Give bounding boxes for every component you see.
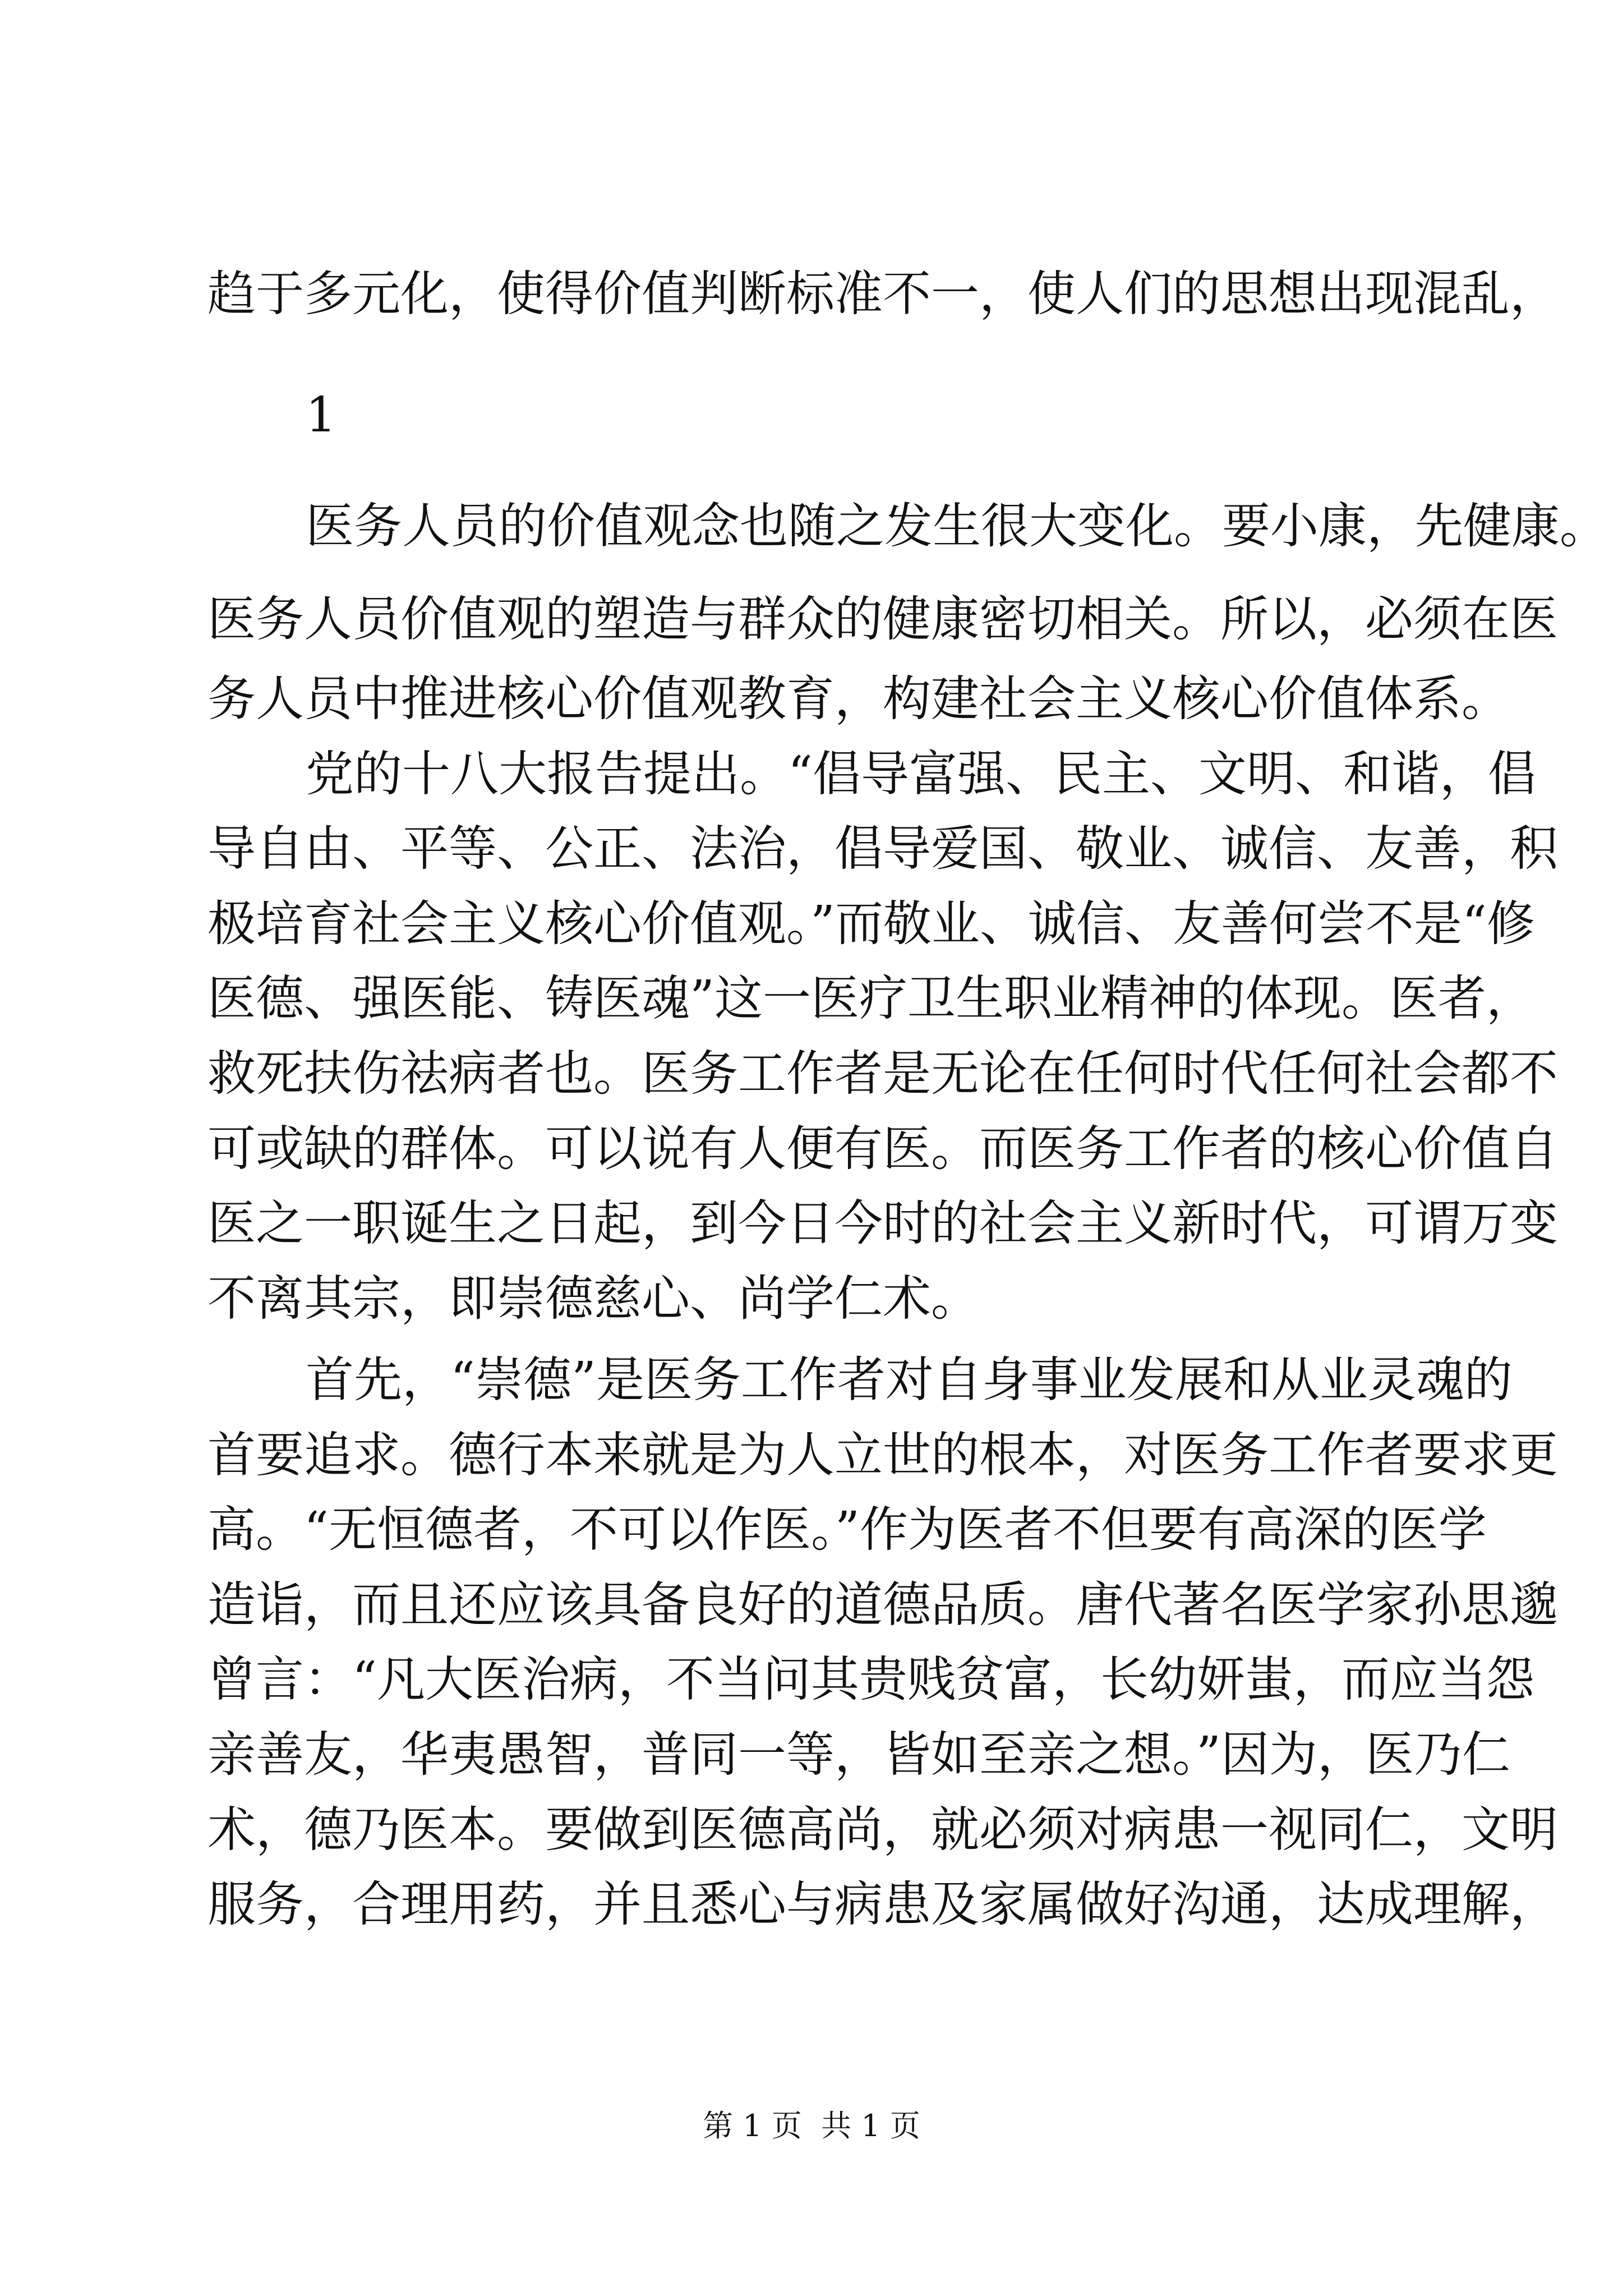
text-line: 造诣，而且还应该具备良好的道德品质。唐代著名医学家孙思邈: [208, 1577, 1558, 1633]
text-line: 不离其宗，即崇德慈心、尚学仁术。: [208, 1271, 979, 1327]
text-line: 趋于多元化，使得价值判断标准不一，使人们的思想出现混乱，: [208, 266, 1558, 322]
text-line: 极培育社会主义核心价值观。”而敬业、诚信、友善何尝不是“修: [208, 896, 1535, 952]
paragraph-start: 党的十八大报告提出。“倡导富强、民主、文明、和谐，倡: [306, 746, 1536, 802]
text-line: 曾言：“凡大医治病，不当问其贵贱贫富，长幼妍蚩，而应当怨: [208, 1651, 1534, 1708]
text-line: 导自由、平等、公正、法治，倡导爱国、敬业、诚信、友善，积: [208, 821, 1558, 877]
text-line: 高。“无恒德者，不可以作医。”作为医者不但要有高深的医学: [208, 1502, 1487, 1558]
text-line: 医务人员价值观的塑造与群众的健康密切相关。所以，必须在医: [208, 591, 1558, 647]
text-line: 可或缺的群体。可以说有人便有医。而医务工作者的核心价值自: [208, 1121, 1558, 1177]
text-line: 救死扶伤祛病者也。医务工作者是无论在任何时代任何社会都不: [208, 1046, 1558, 1102]
page-footer: 第 1 页 共 1 页: [703, 2108, 920, 2143]
text-line: 医德、强医能、铸医魂”这一医疗卫生职业精神的体现。医者，: [208, 970, 1534, 1027]
text-line: 术，德乃医本。要做到医德高尚，就必须对病患一视同仁，文明: [208, 1802, 1558, 1858]
text-line: 首要追求。德行本来就是为人立世的根本，对医务工作者要求更: [208, 1427, 1558, 1483]
text-line: 医之一职诞生之日起，到今日今时的社会主义新时代，可谓万变: [208, 1195, 1558, 1251]
paragraph-start: 医务人员的价值观念也随之发生很大变化。要小康，先健康。: [306, 498, 1608, 554]
text-line: 服务，合理用药，并且悉心与病患及家属做好沟通，达成理解，: [208, 1876, 1558, 1932]
text-line: 务人员中推进核心价值观教育，构建社会主义核心价值体系。: [208, 671, 1510, 727]
paragraph-start: 首先，“崇德”是医务工作者对自身事业发展和从业灵魂的: [306, 1352, 1513, 1408]
page-number-marker: 1: [306, 387, 336, 443]
text-line: 亲善友，华夷愚智，普同一等，皆如至亲之想。”因为，医乃仁: [208, 1727, 1510, 1783]
